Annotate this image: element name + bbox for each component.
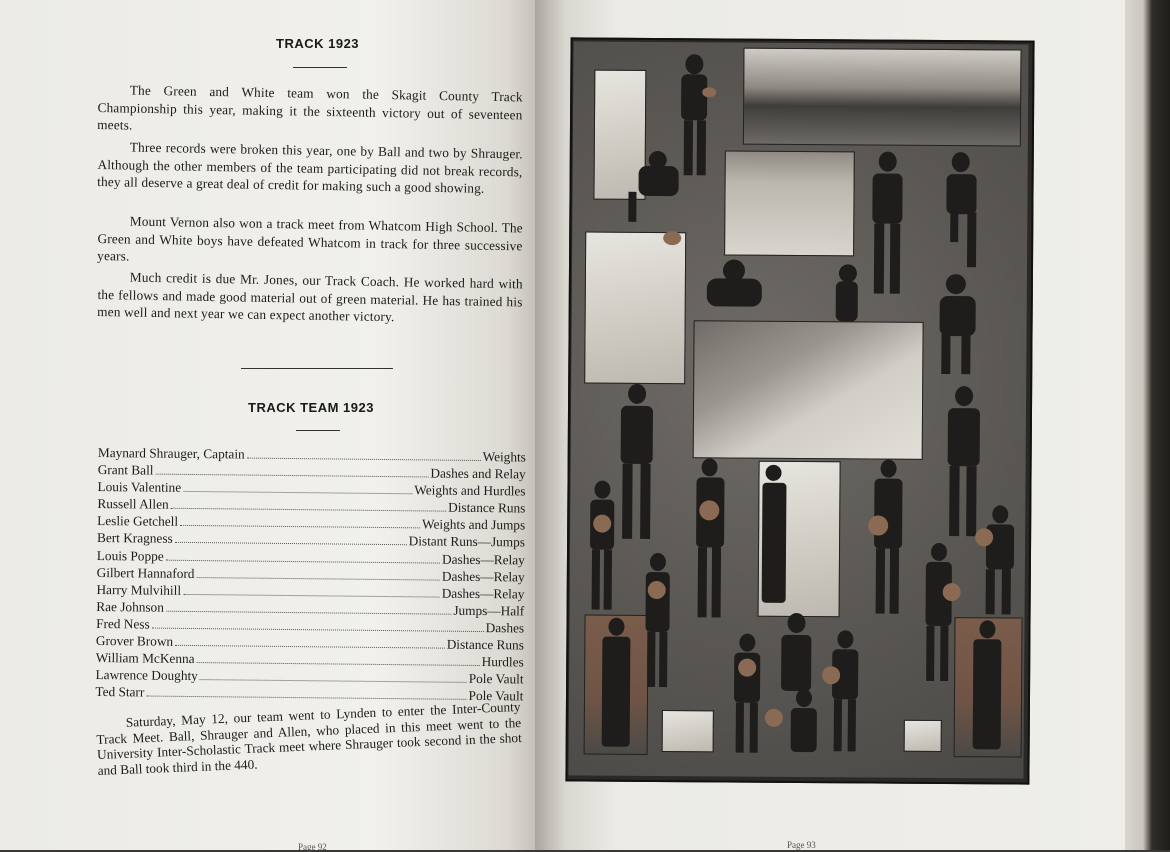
leader-dots xyxy=(166,611,451,615)
athlete-event: Distant Runs—Jumps xyxy=(408,533,526,550)
right-page-number: Page 93 xyxy=(787,840,816,850)
athlete-event: Pole Vault xyxy=(468,688,524,704)
left-page-number: Page 92 xyxy=(298,842,327,852)
leader-dots xyxy=(152,628,484,632)
athlete-event: Weights and Hurdles xyxy=(414,482,526,499)
athlete-event: Jumps—Half xyxy=(453,602,525,619)
athlete-name: Ted Starr xyxy=(95,684,145,700)
leader-dots xyxy=(180,525,420,529)
athlete-name: Grant Ball xyxy=(97,462,154,478)
paragraph-4: Much credit is due Mr. Jones, our Track Coach. He worked hard with the fellows and made good material out of green material. He has trained his men well and next year we can expect another victory. xyxy=(97,269,523,325)
page-title: TRACK 1923 xyxy=(276,36,360,51)
athlete-name: Gilbert Hannaford xyxy=(96,564,195,581)
leader-dots xyxy=(175,645,445,649)
athlete-event: Dashes and Relay xyxy=(430,465,526,482)
athlete-name: Leslie Getchell xyxy=(97,513,179,530)
left-page xyxy=(0,0,545,850)
leader-dots xyxy=(197,662,480,666)
athlete-event: Hurdles xyxy=(481,654,524,670)
athlete-name: Maynard Shrauger, Captain xyxy=(97,445,245,462)
athlete-event: Dashes—Relay xyxy=(441,568,525,585)
athlete-name: Rae Johnson xyxy=(96,598,164,615)
team-roster xyxy=(95,445,526,706)
leader-dots xyxy=(183,491,412,494)
athlete-name: Harry Mulvihill xyxy=(96,581,182,598)
leader-dots xyxy=(247,458,481,461)
athlete-event: Dashes—Relay xyxy=(442,551,525,568)
leader-dots xyxy=(155,474,428,478)
leader-dots xyxy=(175,542,407,545)
athlete-name: Grover Brown xyxy=(95,633,174,649)
athlete-name: Fred Ness xyxy=(96,615,150,632)
paragraph-1: The Green and White team won the Skagit County Track Championship this year, making it the sixteenth victory out of seventeen meets. xyxy=(97,82,523,133)
paragraph-2: Three records were broken this year, one by Ball and two by Shrauger. Although the other members of the team participating did not break records, they all deserve a great deal of credit for making such a good showing. xyxy=(97,139,523,196)
leader-dots xyxy=(166,559,440,563)
closing-paragraph: Saturday, May 12, our team went to Lynden to enter the Inter-County Track Meet. Ball, Shrauger and Allen, who placed in this meet went to the University Inter-Scholastic Track meet where Shrauger took second in the shot and Ball took third in the 440. xyxy=(96,698,523,778)
athlete-name: Lawrence Doughty xyxy=(95,667,198,684)
book-edge xyxy=(1125,0,1170,850)
athlete-event: Weights xyxy=(482,449,526,465)
leader-dots xyxy=(171,508,447,512)
photo-collage xyxy=(568,41,1028,778)
section-divider xyxy=(241,368,393,369)
athlete-event: Dashes—Relay xyxy=(441,585,525,602)
athlete-event: Distance Runs xyxy=(446,636,525,653)
athlete-name: Russell Allen xyxy=(97,496,169,513)
athlete-event: Dashes xyxy=(485,620,525,636)
athlete-event: Distance Runs xyxy=(448,499,526,516)
player-figures xyxy=(568,41,1028,778)
leader-dots xyxy=(200,679,467,683)
leader-dots xyxy=(146,696,466,700)
athlete-name: Louis Poppe xyxy=(96,547,164,564)
athlete-event: Weights and Jumps xyxy=(422,516,526,533)
leader-dots xyxy=(196,577,439,581)
team-title: TRACK TEAM 1923 xyxy=(248,400,374,415)
paragraph-3: Mount Vernon also won a track meet from Whatcom High School. The Green and White boys have defeated Whatcom in track for three successive years. xyxy=(97,213,523,264)
team-title-rule xyxy=(296,430,340,431)
athlete-name: Louis Valentine xyxy=(97,479,182,496)
leader-dots xyxy=(183,594,440,598)
athlete-name: William McKenna xyxy=(95,650,195,667)
athlete-event: Pole Vault xyxy=(468,671,524,687)
title-rule xyxy=(293,67,347,68)
athlete-name: Bert Kragness xyxy=(96,530,173,547)
